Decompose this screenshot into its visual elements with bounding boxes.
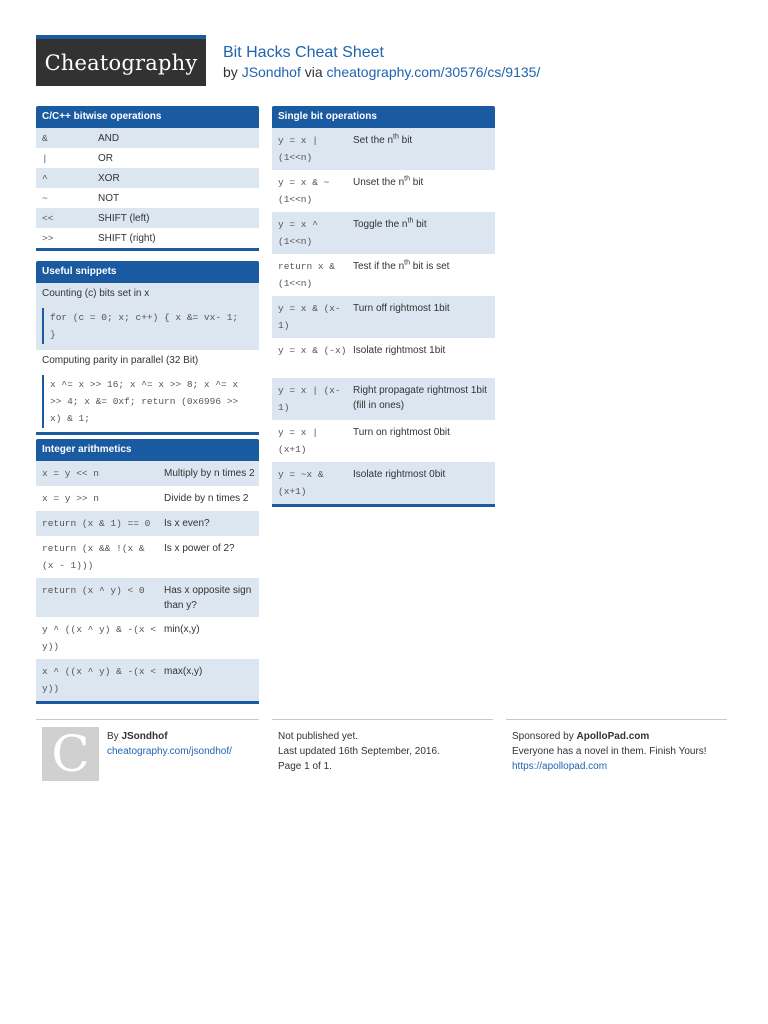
table-row — [272, 254, 495, 296]
desc-cell: max(x,y) — [164, 666, 203, 677]
code-cell: y = x | (x+1) — [278, 427, 318, 455]
desc-cell: Divide by n times 2 — [164, 493, 249, 504]
desc-text: Unset the n — [353, 177, 405, 188]
snippet-code: for (c = 0; x; c++) { x &= vx- 1; } — [42, 308, 253, 344]
code-cell: return (x ^ y) < 0 — [42, 585, 145, 596]
desc-text: Toggle the n — [353, 219, 408, 230]
snippet-code-wrap — [36, 305, 259, 350]
table-row — [36, 511, 259, 536]
footer-author-name: JSondhof — [121, 731, 168, 742]
desc-text: Right propagate rightmost 1bit (fill in ones) — [353, 385, 487, 411]
code-cell: y = x ^ (1<<n) — [278, 219, 318, 247]
byline — [223, 64, 540, 81]
sheet-url-link[interactable]: cheatography.com/30576/cs/9135/ — [326, 64, 541, 80]
snippet-code-wrap — [36, 372, 259, 428]
table-row — [272, 378, 495, 420]
table-row — [36, 617, 259, 659]
table-row — [36, 228, 259, 248]
desc-cell: min(x,y) — [164, 624, 200, 635]
title-area — [223, 43, 540, 81]
table-row — [272, 212, 495, 254]
desc-text: Isolate rightmost 1bit — [353, 345, 446, 356]
table-row — [36, 208, 259, 228]
code-cell: y = ~x & (x+1) — [278, 469, 324, 497]
table-row — [36, 128, 259, 148]
page-count: Page 1 of 1. — [278, 761, 332, 772]
table-row — [36, 168, 259, 188]
section-heading: C/C++ bitwise operations — [36, 106, 259, 128]
section-heading: Useful snippets — [36, 261, 259, 283]
snippet-code: x ^= x >> 16; x ^= x >> 8; x ^= x >> 4; x &= 0xf; return (0x6996 >> x) & 1; — [42, 375, 253, 428]
code-cell: y = x & (x-1) — [278, 303, 341, 331]
published-status: Not published yet. — [278, 731, 359, 742]
desc-cell — [353, 128, 495, 170]
sponsor-tagline: Everyone has a novel in them. Finish Yours! — [512, 746, 707, 757]
desc-text: bit — [410, 177, 424, 188]
desc-text: Turn on rightmost 0bit — [353, 427, 450, 438]
author-avatar[interactable] — [42, 727, 99, 781]
desc-superscript: th — [407, 217, 414, 225]
table-row — [272, 170, 495, 212]
desc-cell — [353, 462, 495, 504]
desc-cell — [353, 254, 495, 296]
desc-cell — [353, 378, 495, 420]
operator-desc: SHIFT (right) — [98, 232, 156, 244]
cheatography-logo[interactable] — [36, 35, 206, 86]
snippet-label: Computing parity in parallel (32 Bit) — [36, 350, 259, 372]
table-row — [272, 296, 495, 338]
snippet-label: Counting (c) bits set in x — [36, 283, 259, 305]
code-cell: x = y >> n — [42, 493, 100, 504]
section-useful-snippets — [36, 261, 259, 435]
code-cell: return x & (1<<n) — [278, 261, 336, 289]
table-row — [36, 578, 259, 617]
table-row — [272, 420, 495, 462]
desc-superscript: th — [404, 259, 410, 267]
desc-text: Isolate rightmost 0bit — [353, 469, 446, 480]
code-cell: y = x & ~(1<<n) — [278, 177, 330, 205]
table-row — [272, 462, 495, 504]
sponsor-link[interactable]: https://apollopad.com — [512, 761, 608, 772]
section-bitwise-operations — [36, 106, 259, 251]
code-cell: y = x & (-x) — [278, 345, 347, 356]
byline-by: by — [223, 64, 238, 80]
footer-divider-3 — [506, 719, 727, 720]
desc-superscript: th — [393, 133, 399, 141]
desc-cell — [353, 212, 495, 254]
section-heading: Single bit operations — [272, 106, 495, 128]
section-single-bit-operations — [272, 106, 495, 507]
operator-desc: OR — [98, 152, 113, 164]
desc-cell: Multiply by n times 2 — [164, 468, 255, 479]
sponsored-by: Sponsored by — [512, 731, 574, 742]
desc-cell: Is x even? — [164, 518, 210, 529]
footer-author-link[interactable]: cheatography.com/jsondhof/ — [107, 746, 232, 757]
desc-cell: Has x opposite sign than y? — [164, 585, 252, 611]
operator-cell: << — [42, 212, 54, 224]
operator-cell: ^ — [42, 172, 48, 184]
byline-via: via — [304, 64, 323, 80]
footer-publish-info — [278, 729, 440, 774]
desc-text: Turn off rightmost 1bit — [353, 303, 450, 314]
footer-by: By — [107, 731, 119, 742]
table-row — [272, 338, 495, 378]
logo-text: Cheatography — [44, 50, 198, 75]
desc-text: bit is set — [409, 261, 450, 272]
desc-cell — [353, 420, 495, 462]
desc-text: bit — [398, 135, 413, 146]
desc-text: Set the n — [353, 135, 394, 146]
operator-cell: & — [42, 132, 48, 144]
operator-cell: >> — [42, 232, 54, 244]
table-row — [36, 536, 259, 578]
section-integer-arithmetics — [36, 439, 259, 704]
code-cell: x ^ ((x ^ y) & -(x < y)) — [42, 666, 157, 694]
code-cell: return (x && !(x & (x - 1))) — [42, 543, 145, 571]
code-cell: y = x | (1<<n) — [278, 135, 318, 163]
code-cell: return (x & 1) == 0 — [42, 518, 151, 529]
code-cell: y = x | (x-1) — [278, 385, 341, 413]
avatar-letter: C — [51, 725, 90, 783]
footer-divider-1 — [36, 719, 259, 720]
desc-cell — [353, 170, 495, 212]
table-row — [36, 659, 259, 701]
table-row — [36, 461, 259, 486]
section-heading: Integer arithmetics — [36, 439, 259, 461]
page-title: Bit Hacks Cheat Sheet — [223, 44, 384, 61]
desc-text: bit — [413, 219, 427, 230]
desc-superscript: th — [404, 175, 410, 183]
operator-cell: ~ — [42, 192, 48, 204]
operator-desc: SHIFT (left) — [98, 212, 150, 224]
desc-cell: Is x power of 2? — [164, 543, 235, 554]
author-link[interactable]: JSondhof — [241, 64, 301, 80]
operator-desc: NOT — [98, 192, 120, 204]
sponsor-name: ApolloPad.com — [576, 731, 650, 742]
footer-author — [107, 729, 232, 759]
operator-desc: AND — [98, 132, 120, 144]
code-cell: x = y << n — [42, 468, 100, 479]
table-row — [36, 148, 259, 168]
desc-cell — [353, 296, 495, 338]
operator-cell: | — [42, 152, 48, 164]
table-row — [36, 486, 259, 511]
last-updated: Last updated 16th September, 2016. — [278, 746, 440, 757]
desc-cell — [353, 338, 495, 378]
operator-desc: XOR — [98, 172, 120, 184]
code-cell: y ^ ((x ^ y) & -(x < y)) — [42, 624, 157, 652]
desc-text: Test if the n — [353, 261, 405, 272]
footer-divider-2 — [272, 719, 493, 720]
table-row — [36, 188, 259, 208]
table-row — [272, 128, 495, 170]
footer-sponsor — [512, 729, 707, 774]
